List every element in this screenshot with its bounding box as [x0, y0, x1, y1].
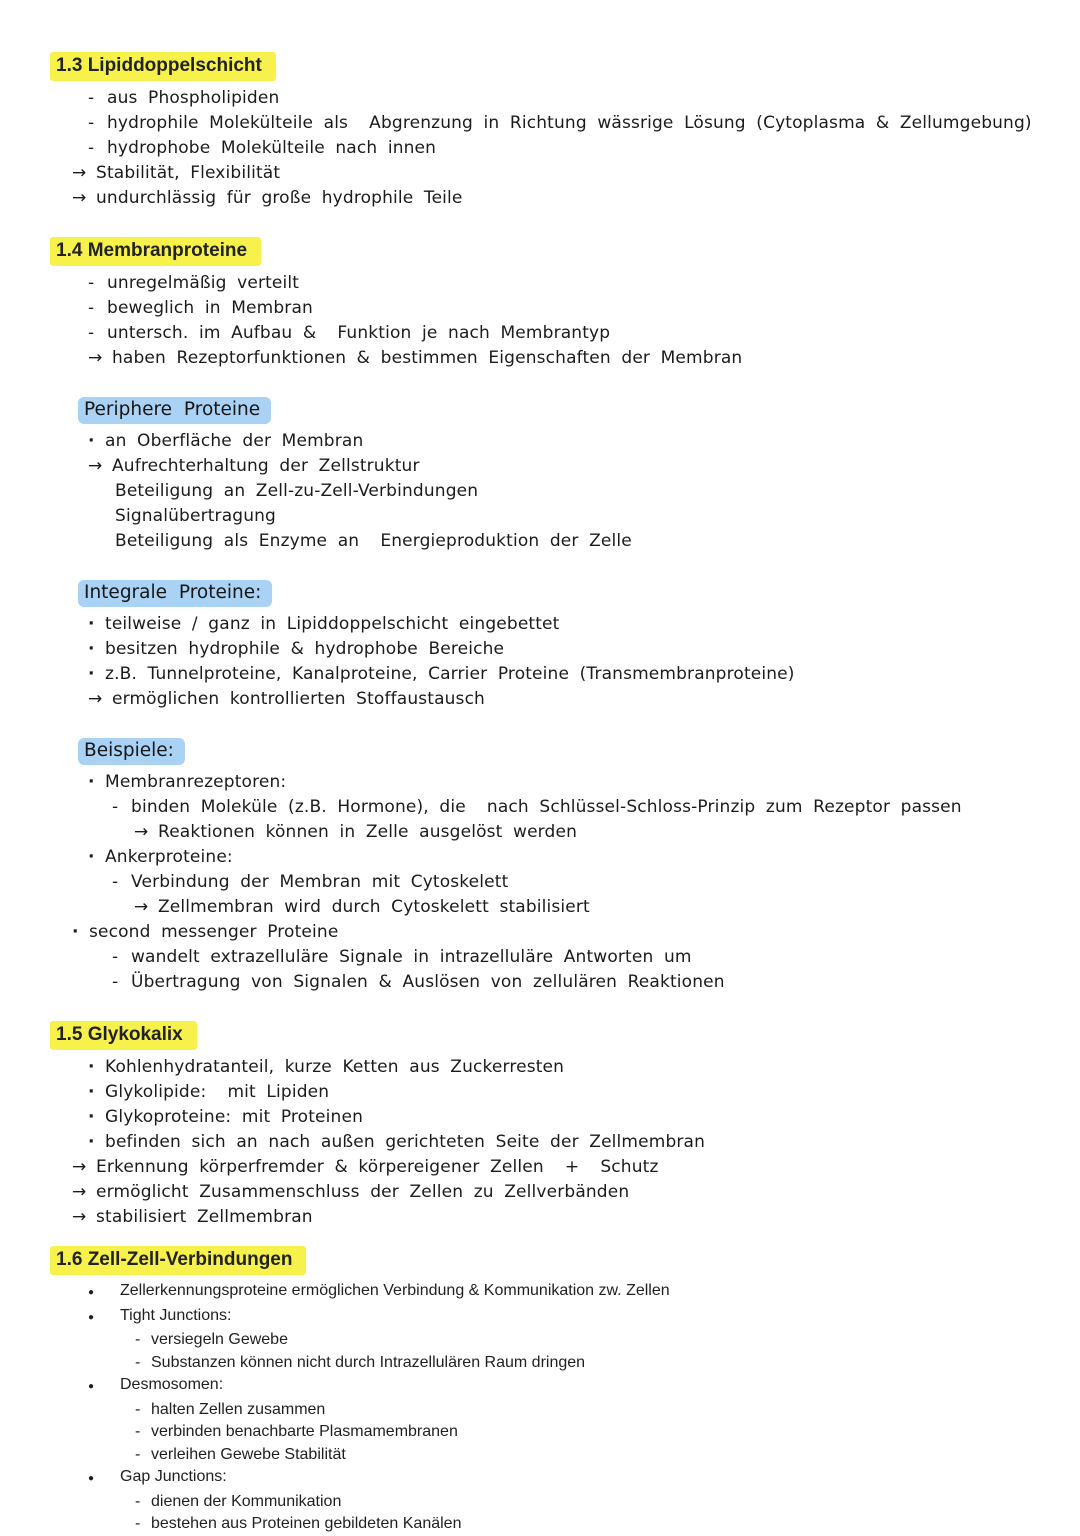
- note-line: [0, 637, 1080, 662]
- note-line: [0, 1155, 1080, 1180]
- dash-marker: -: [112, 947, 119, 967]
- note-line: [0, 271, 1080, 296]
- note-line: [0, 1280, 1080, 1305]
- note-line: [0, 504, 1080, 529]
- line-text: undurchlässig für große hydrophile Teile: [96, 188, 463, 208]
- line-text: binden Moleküle (z.B. Hormone), die nach Schlüssel-Schloss-Prinzip zum Rezeptor passen: [131, 797, 962, 817]
- line-text: versiegeln Gewebe: [151, 1331, 288, 1348]
- section-lines: [0, 271, 1080, 371]
- tdash-marker: -: [135, 1445, 141, 1463]
- section-glykokalix: [0, 1021, 1080, 1230]
- line-text: Zellerkennungsproteine ermöglichen Verbindung & Kommunikation zw. Zellen: [120, 1282, 670, 1299]
- heading-1-6: 1.6 Zell-Zell-Verbindungen: [50, 1246, 306, 1275]
- dash-marker: -: [88, 138, 95, 158]
- note-line: [0, 161, 1080, 186]
- line-text: Reaktionen können in Zelle ausgelöst werden: [158, 822, 577, 842]
- note-line: [0, 111, 1080, 136]
- arrow-marker: →: [134, 822, 149, 842]
- line-text: hydrophobe Molekülteile nach innen: [107, 138, 437, 158]
- note-line: [0, 86, 1080, 111]
- dot-marker: ·: [88, 1132, 95, 1152]
- dash-marker: -: [88, 298, 95, 318]
- line-text: teilweise / ganz in Lipiddoppelschicht eingebettet: [105, 614, 560, 634]
- section-zell-zell-verbindungen: [0, 1246, 1080, 1536]
- note-line: [0, 770, 1080, 795]
- line-text: ermöglicht Zusammenschluss der Zellen zu Zellverbänden: [96, 1182, 630, 1202]
- section-lines: [0, 1055, 1080, 1230]
- note-line: [0, 1105, 1080, 1130]
- bullet-marker: ●: [88, 1311, 95, 1323]
- note-line: [0, 820, 1080, 845]
- line-text: hydrophile Molekülteile als Abgrenzung in Richtung wässrige Lösung (Cytoplasma & Zellumgebung): [107, 113, 1032, 133]
- note-line: [0, 1055, 1080, 1080]
- section-lines: [0, 86, 1080, 211]
- line-text: Zellmembran wird durch Cytoskelett stabilisiert: [158, 897, 590, 917]
- dot-marker: ·: [88, 1082, 95, 1102]
- line-text: Übertragung von Signalen & Auslösen von zellulären Reaktionen: [131, 972, 725, 992]
- line-text: Gap Junctions:: [120, 1468, 227, 1485]
- dot-marker: ·: [88, 639, 95, 659]
- dash-marker: -: [88, 113, 95, 133]
- note-line: [0, 612, 1080, 637]
- section-lines: [0, 612, 1080, 712]
- note-line: [0, 1491, 1080, 1514]
- note-line: [0, 895, 1080, 920]
- note-line: [0, 186, 1080, 211]
- dash-marker: -: [88, 88, 95, 108]
- note-line: [0, 529, 1080, 554]
- arrow-marker: →: [72, 1157, 87, 1177]
- arrow-marker: →: [72, 1182, 87, 1202]
- dot-marker: ·: [88, 1057, 95, 1077]
- heading-periphere-proteine: Periphere Proteine: [78, 397, 271, 424]
- line-text: second messenger Proteine: [89, 922, 339, 942]
- note-line: [0, 662, 1080, 687]
- note-line: [0, 795, 1080, 820]
- line-text: befinden sich an nach außen gerichteten Seite der Zellmembran: [105, 1132, 706, 1152]
- line-text: ermöglichen kontrollierten Stoffaustausch: [112, 689, 485, 709]
- tdash-marker: -: [135, 1423, 141, 1440]
- heading-1-3: 1.3 Lipiddoppelschicht: [50, 52, 276, 81]
- arrow-marker: →: [88, 348, 103, 368]
- line-text: Aufrechterhaltung der Zellstruktur: [112, 456, 420, 476]
- tdash-marker: -: [135, 1492, 141, 1510]
- note-line: [0, 346, 1080, 371]
- bullet-marker: ●: [88, 1473, 95, 1484]
- note-line: [0, 687, 1080, 712]
- line-text: beweglich in Membran: [107, 298, 313, 318]
- note-line: [0, 870, 1080, 895]
- note-line: [0, 1080, 1080, 1105]
- dot-marker: ·: [88, 664, 95, 684]
- note-line: [0, 321, 1080, 346]
- dash-marker: -: [88, 323, 95, 343]
- tdash-marker: -: [135, 1331, 141, 1348]
- dot-marker: ·: [88, 431, 95, 451]
- section-lines: [0, 429, 1080, 554]
- line-text: bestehen aus Proteinen gebildeten Kanälen: [151, 1515, 462, 1532]
- line-text: aus Phospholipiden: [107, 88, 280, 108]
- note-line: [0, 970, 1080, 995]
- line-text: Stabilität, Flexibilität: [96, 163, 281, 183]
- line-text: unregelmäßig verteilt: [107, 273, 300, 293]
- note-line: [0, 945, 1080, 970]
- note-line: [0, 1352, 1080, 1375]
- bullet-marker: ●: [88, 1287, 95, 1298]
- note-line: [0, 429, 1080, 454]
- line-text: Desmosomen:: [120, 1376, 224, 1393]
- dot-marker: ·: [88, 772, 95, 792]
- arrow-marker: →: [72, 1207, 87, 1227]
- dash-marker: -: [88, 273, 95, 293]
- heading-1-4: 1.4 Membranproteine: [50, 237, 261, 266]
- line-text: Glykolipide: mit Lipiden: [105, 1082, 330, 1102]
- dot-marker: ·: [72, 922, 79, 942]
- line-text: Beteiligung an Zell-zu-Zell-Verbindungen: [115, 481, 479, 501]
- dash-marker: -: [112, 972, 119, 992]
- line-text: Kohlenhydratanteil, kurze Ketten aus Zuckerresten: [105, 1057, 565, 1077]
- note-line: [0, 136, 1080, 161]
- note-line: [0, 1421, 1080, 1444]
- note-line: [0, 1374, 1080, 1399]
- section-membranproteine: [0, 237, 1080, 371]
- note-line: [0, 1130, 1080, 1155]
- heading-1-5: 1.5 Glykokalix: [50, 1021, 197, 1050]
- arrow-marker: →: [88, 456, 103, 476]
- note-line: [0, 1180, 1080, 1205]
- line-text: Verbindung der Membran mit Cytoskelett: [131, 872, 509, 892]
- section-lipiddoppelschicht: [0, 52, 1080, 211]
- tdash-marker: -: [135, 1515, 141, 1532]
- note-line: [0, 1329, 1080, 1352]
- note-line: [0, 1305, 1080, 1330]
- line-text: Erkennung körperfremder & körpereigener Zellen + Schutz: [96, 1157, 659, 1177]
- bullet-marker: ●: [88, 1381, 95, 1392]
- section-beispiele: [0, 738, 1080, 995]
- line-text: Beteiligung als Enzyme an Energieproduktion der Zelle: [115, 531, 632, 551]
- tdash-marker: -: [135, 1400, 141, 1418]
- line-text: dienen der Kommunikation: [151, 1492, 342, 1510]
- arrow-marker: →: [72, 188, 87, 208]
- line-text: halten Zellen zusammen: [151, 1400, 326, 1418]
- line-text: verbinden benachbarte Plasmamembranen: [151, 1423, 458, 1440]
- line-text: Glykoproteine: mit Proteinen: [105, 1107, 363, 1127]
- section-integrale-proteine: [0, 580, 1080, 712]
- line-text: Ankerproteine:: [105, 847, 233, 867]
- arrow-marker: →: [72, 163, 87, 183]
- line-text: Substanzen können nicht durch Intrazellulären Raum dringen: [151, 1353, 586, 1371]
- line-text: Tight Junctions:: [120, 1306, 232, 1324]
- dash-marker: -: [112, 872, 119, 892]
- note-line: [0, 1205, 1080, 1230]
- line-text: verleihen Gewebe Stabilität: [151, 1445, 346, 1463]
- line-text: wandelt extrazelluläre Signale in intrazelluläre Antworten um: [131, 947, 692, 967]
- tdash-marker: -: [135, 1353, 141, 1371]
- section-lines: [0, 1280, 1080, 1536]
- note-line: [0, 454, 1080, 479]
- line-text: Signalübertragung: [115, 506, 276, 526]
- arrow-marker: →: [88, 689, 103, 709]
- dot-marker: ·: [88, 1107, 95, 1127]
- line-text: Membranrezeptoren:: [105, 772, 287, 792]
- heading-beispiele: Beispiele:: [78, 738, 185, 765]
- note-line: [0, 1466, 1080, 1491]
- line-text: untersch. im Aufbau & Funktion je nach Membrantyp: [107, 323, 611, 343]
- note-line: [0, 845, 1080, 870]
- note-line: [0, 1444, 1080, 1467]
- arrow-marker: →: [134, 897, 149, 917]
- dash-marker: -: [112, 797, 119, 817]
- dot-marker: ·: [88, 614, 95, 634]
- line-text: besitzen hydrophile & hydrophobe Bereiche: [105, 639, 505, 659]
- note-line: [0, 1513, 1080, 1536]
- dot-marker: ·: [88, 847, 95, 867]
- line-text: stabilisiert Zellmembran: [96, 1207, 313, 1227]
- line-text: z.B. Tunnelproteine, Kanalproteine, Carrier Proteine (Transmembranproteine): [105, 664, 795, 684]
- section-lines: [0, 770, 1080, 995]
- note-line: [0, 479, 1080, 504]
- line-text: an Oberfläche der Membran: [105, 431, 364, 451]
- line-text: haben Rezeptorfunktionen & bestimmen Eigenschaften der Membran: [112, 348, 743, 368]
- heading-integrale-proteine: Integrale Proteine:: [78, 580, 272, 607]
- note-line: [0, 1399, 1080, 1422]
- note-line: [0, 920, 1080, 945]
- note-line: [0, 296, 1080, 321]
- section-periphere-proteine: [0, 397, 1080, 554]
